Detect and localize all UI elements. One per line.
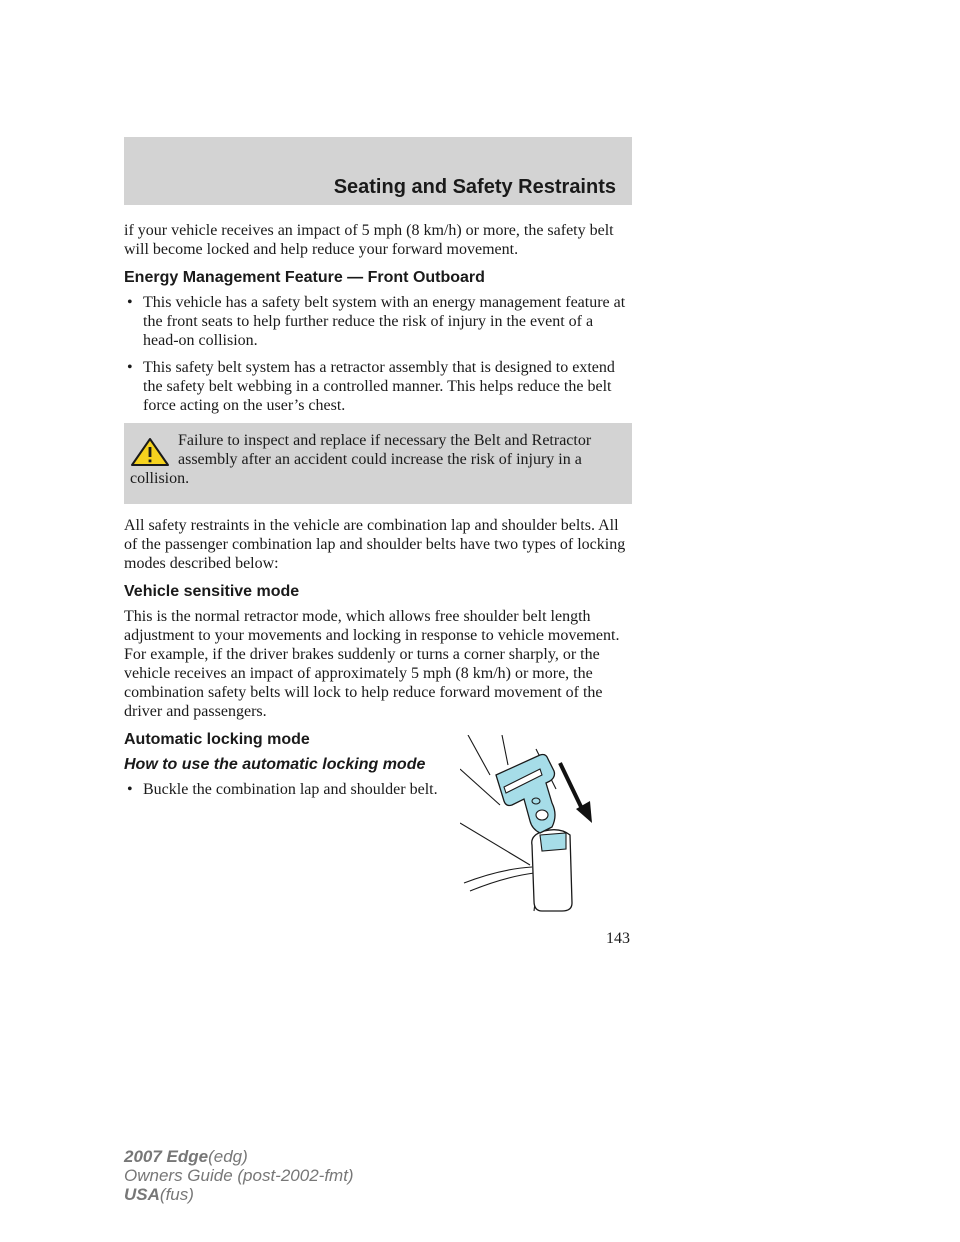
intro-paragraph: if your vehicle receives an impact of 5 mph (8 km/h) or more, the safety belt will become locked and help reduce your forward movement.	[124, 222, 614, 258]
bullet-icon: •	[127, 294, 133, 311]
footer-market: USA	[124, 1185, 160, 1204]
seat-belt-buckle-illustration	[460, 735, 596, 915]
footer-model-code: (edg)	[208, 1147, 248, 1166]
header-band	[124, 137, 632, 205]
section-title: Seating and Safety Restraints	[333, 176, 616, 198]
energy-heading: Energy Management Feature — Front Outboard	[124, 269, 485, 286]
automatic-locking-subheading: How to use the automatic locking mode	[124, 756, 426, 773]
bullet-icon: •	[127, 359, 133, 376]
vehicle-sensitive-heading: Vehicle sensitive mode	[124, 583, 300, 600]
list-item	[124, 358, 632, 415]
automatic-locking-heading: Automatic locking mode	[124, 731, 310, 748]
footer-model: 2007 Edge	[124, 1147, 209, 1166]
footer-line-2: Owners Guide (post-2002-fmt)	[124, 1166, 354, 1185]
list-item	[124, 293, 632, 350]
list-item	[124, 780, 443, 799]
footer-line-1	[124, 1147, 354, 1166]
footer	[124, 1147, 354, 1204]
footer-market-code: (fus)	[159, 1185, 194, 1204]
bullet-icon: •	[127, 781, 133, 798]
warning-box	[124, 423, 632, 504]
page-content	[124, 221, 632, 807]
warning-text: Failure to inspect and replace if necessary the Belt and Retractor assembly after an accident could increase the risk of injury in a collision.	[130, 432, 592, 487]
restraints-paragraph: All safety restraints in the vehicle are combination lap and shoulder belts. All of the passenger combination lap and shoulder belts have two types of locking modes described below:	[124, 517, 626, 572]
warning-triangle-icon	[130, 437, 170, 467]
vehicle-sensitive-paragraph: This is the normal retractor mode, which allows free shoulder belt length adjustment to your movements and locking in response to vehicle movement. For example, if the driver brakes suddenly or turns a corner sharply, or the vehicle receives an impact of approximately 5 mph (8 km/h) or more, the combination safety belts will lock to help reduce forward movement of the driver and passengers.	[124, 608, 620, 720]
footer-line-3	[124, 1185, 354, 1204]
page-number: 143	[606, 930, 630, 947]
bullet-text: This safety belt system has a retractor assembly that is designed to extend the safety belt webbing in a controlled manner. This helps reduce the belt force acting on the user’s chest.	[143, 359, 615, 414]
bullet-text: This vehicle has a safety belt system with an energy management feature at the front seats to help further reduce the risk of injury in the event of a head-on collision.	[143, 294, 626, 349]
bullet-text: Buckle the combination lap and shoulder belt.	[143, 781, 438, 798]
